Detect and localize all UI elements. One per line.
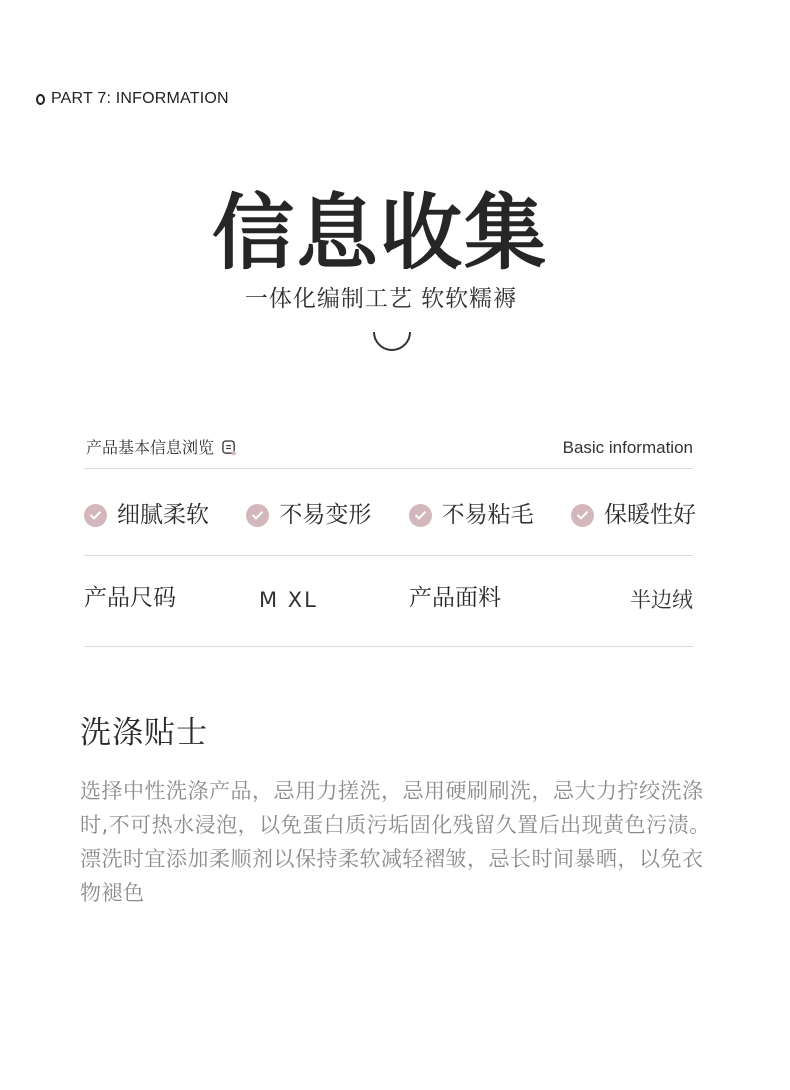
info-label: 产品基本信息浏览 — [86, 438, 215, 457]
feature-list — [84, 498, 696, 532]
feature-label: 不易变形 — [279, 502, 372, 528]
check-circle-icon — [246, 504, 269, 527]
feature-item — [246, 498, 371, 532]
info-header-left — [86, 437, 237, 459]
divider — [84, 646, 693, 647]
feature-item — [409, 498, 534, 532]
check-circle-icon — [84, 504, 107, 527]
washing-text: 选择中性洗涤产品，忌用力搓洗，忌用硬刷刷洗，忌大力拧绞洗涤时,不可热水浸泡，以免蛋白质污垢固化残留久置后出现黄色污渍。漂洗时宜添加柔顺剂以保持柔软减轻褶皱，忌长时间暴晒，以免衣物褪色 — [80, 779, 711, 905]
size-value: M XL — [259, 588, 318, 612]
washing-title: 洗涤贴士 — [80, 715, 208, 751]
check-circle-icon — [409, 504, 432, 527]
material-value: 半边绒 — [630, 588, 693, 612]
feature-label: 不易粘毛 — [441, 502, 534, 528]
document-icon — [222, 440, 237, 456]
divider — [84, 468, 693, 469]
divider — [84, 555, 693, 556]
check-circle-icon — [571, 504, 594, 527]
page-subtitle: 一体化编制工艺 软软糯褥 — [244, 286, 518, 312]
page-title: 信息收集 — [211, 186, 548, 281]
circle-icon — [36, 94, 45, 105]
size-label: 产品尺码 — [84, 585, 176, 611]
feature-item — [84, 498, 209, 532]
info-header-right: Basic information — [562, 438, 693, 457]
arc-icon — [372, 328, 412, 356]
feature-label: 保暖性好 — [603, 502, 696, 528]
part-label-text: PART 7: INFORMATION — [51, 90, 229, 107]
feature-item — [571, 498, 696, 532]
feature-label: 细腻柔软 — [117, 502, 209, 528]
material-label: 产品面料 — [409, 585, 501, 611]
part-label — [36, 88, 229, 110]
